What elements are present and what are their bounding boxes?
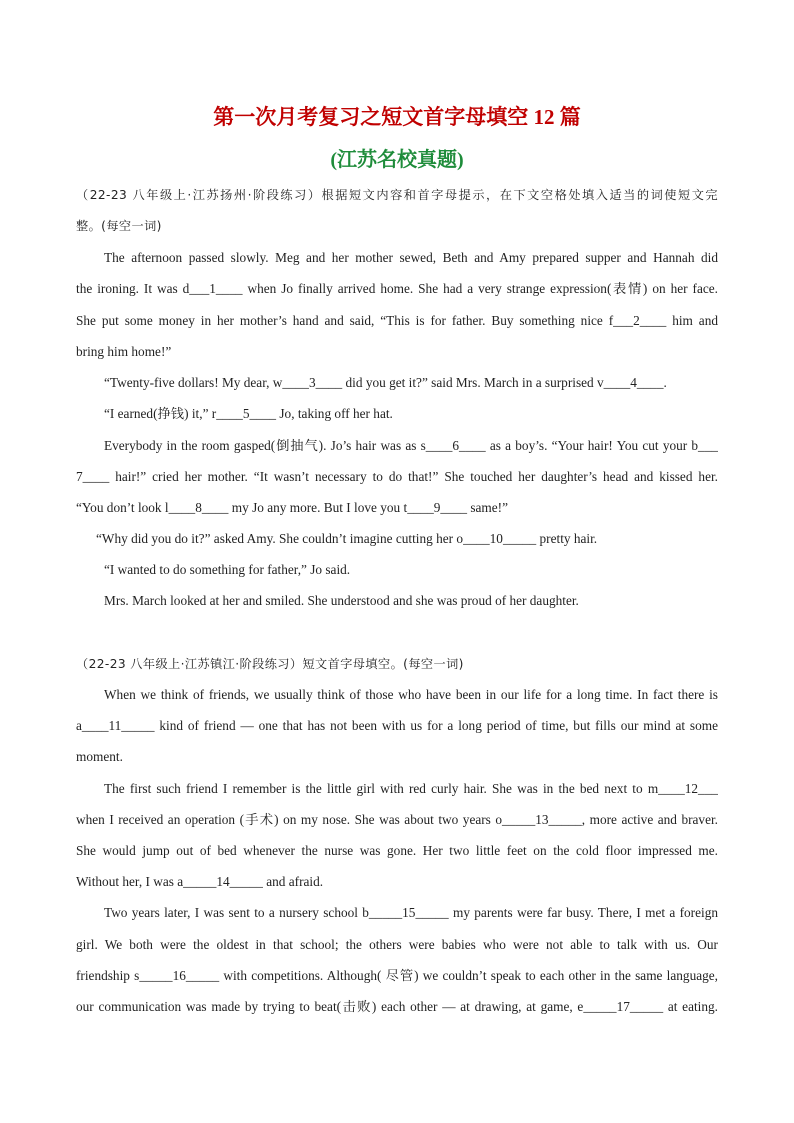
passage1-line: bring him home!” [76,344,172,359]
passage2-line: moment. [76,749,123,764]
document-subtitle: (江苏名校真题) [330,149,464,171]
document-title: 第一次月考复习之短文首字母填空 12 篇 [213,105,581,129]
passage1-instruction: （22-23 八年级上·江苏扬州·阶段练习）根据短文内容和首字母提示，在下文空格处填入适当的词使短文完 [76,188,718,202]
passage1-line: 7____ hair!” cried her mother. “It wasn’t necessary to do that!” She touched her daughter’s head and kissed her. [76,469,718,484]
passage2-line: When we think of friends, we usually think of those who have been in our life for a long time. In fact there is [104,687,718,702]
passage2-line: girl. We both were the oldest in that school; the others were babies who were not able to talk with us. Our [76,937,718,952]
passage2-line: a____11_____ kind of friend — one that has not been with us for a long period of time, but fills our mind at some [76,718,718,733]
passage2-line: The first such friend I remember is the little girl with red curly hair. She was in the bed next to m____12___ [104,781,718,796]
passage1-line: “Twenty-five dollars! My dear, w____3____ did you get it?” said Mrs. March in a surprised v____4____. [104,375,667,390]
passage2-line: friendship s_____16_____ with competitions. Although( 尽管) we couldn’t speak to each other in the same language, [76,968,718,983]
passage2-instruction: （22-23 八年级上·江苏镇江·阶段练习）短文首字母填空。(每空一词) [76,657,464,671]
passage2-line: our communication was made by trying to beat(击败) each other — at drawing, at game, e_____17_____ at eating. [76,999,718,1014]
passage1-line: Mrs. March looked at her and smiled. She understood and she was proud of her daughter. [104,593,579,608]
passage2-line: Two years later, I was sent to a nursery school b_____15_____ my parents were far busy. There, I met a foreign [104,905,718,920]
passage1-line: “I earned(挣钱) it,” r____5____ Jo, taking off her hat. [104,406,393,421]
passage1-line: “Why did you do it?” asked Amy. She couldn’t imagine cutting her o____10_____ pretty hair. [96,531,598,546]
passage1-instruction-cont: 整。(每空一词) [76,219,162,233]
passage1-line: “I wanted to do something for father,” Jo said. [104,562,351,577]
passage1-line: the ironing. It was d___1____ when Jo finally arrived home. She had a very strange expression(表情) on her face. [76,281,718,296]
passage2-line: Without her, I was a_____14_____ and afraid. [76,874,324,889]
passage1-line: Everybody in the room gasped(倒抽气). Jo’s hair was as s____6____ as a boy’s. “Your hair! You cut your b___ [104,438,718,453]
passage2-line: She would jump out of bed whenever the nurse was gone. Her two little feet on the cold floor impressed me. [76,843,718,858]
passage1-line: She put some money in her mother’s hand and said, “This is for father. Buy something nice f___2____ him and [76,313,718,328]
passage2-line: when I received an operation (手术) on my nose. She was about two years o_____13_____, more active and braver. [76,812,718,827]
passage1-line: “You don’t look l____8____ my Jo any more. But I love you t____9____ same!” [76,500,508,515]
passage1-line: The afternoon passed slowly. Meg and her mother sewed, Beth and Amy prepared supper and Hannah did [104,250,718,265]
